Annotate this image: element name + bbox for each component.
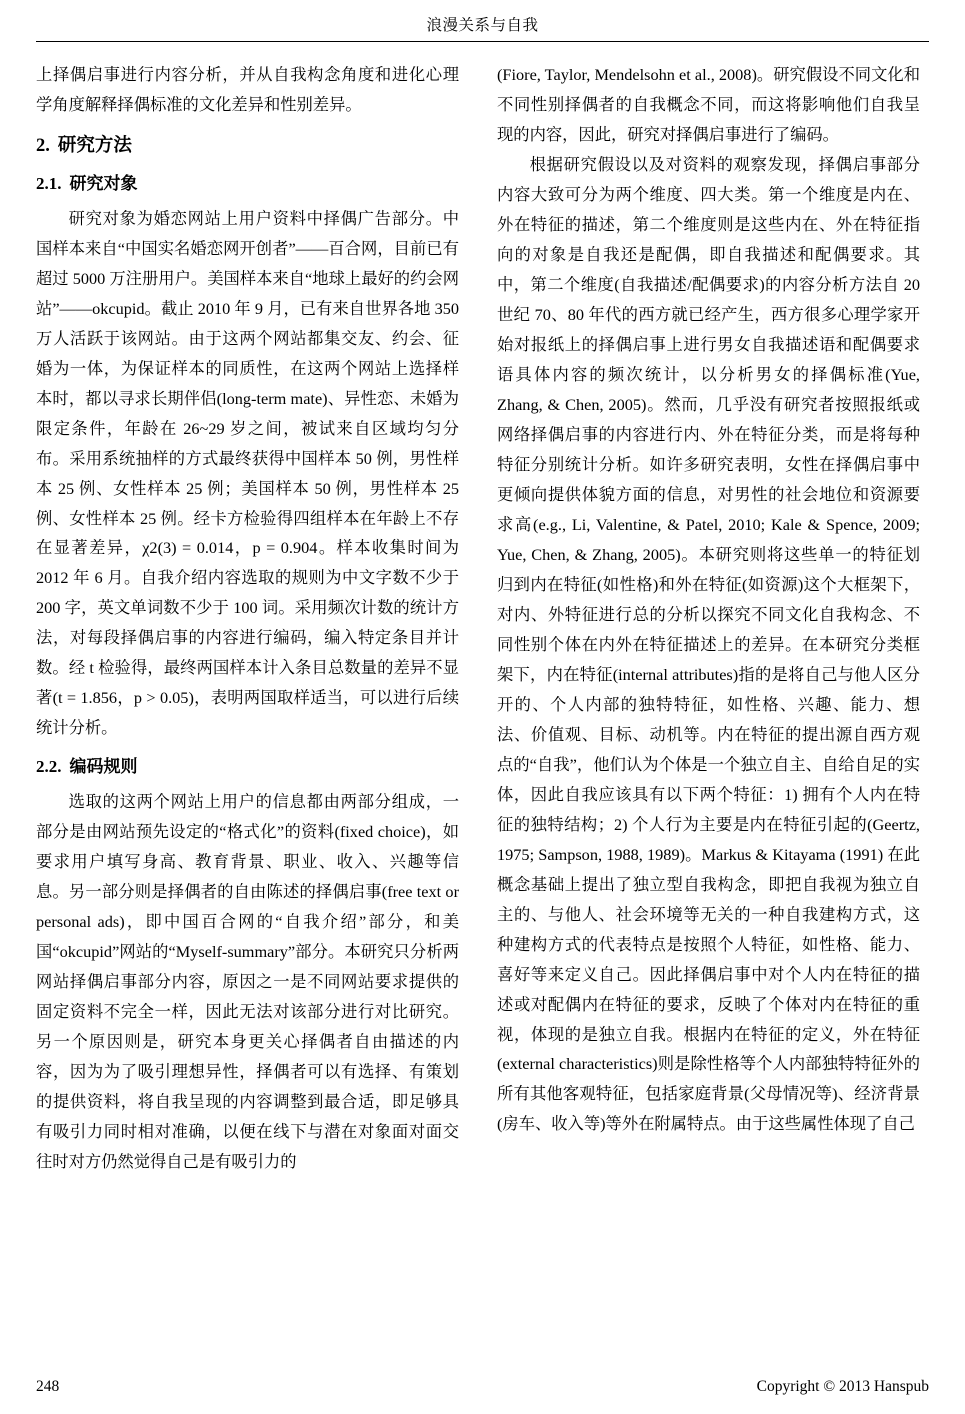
- page-number: 248: [36, 1378, 60, 1395]
- paragraph-right-2: 根据研究假设以及对资料的观察发现，择偶启事部分内容大致可分为两个维度、四大类。第一个维度是内在、外在特征的描述，第二个维度则是这些内在、外在特征指向的对象是自我还是配偶，即自我描述和配偶要求。其中，第二个维度(自我描述/配偶要求)的内容分析方法自 20 世纪 70、80 年代的西方就已经产生，西方很多心理学家开始对报纸上的择偶启事上进行男女自我描述语和配偶要求语具体内容的频次统计，以分析男女的择偶标准(Yue, Zhang, & Chen, 2005)。然而，几乎没有研究者按照报纸或网络择偶启事的内容进行内、外在特征分类，而是将每种特征分别统计分析。如许多研究表明，女性在择偶启事中更倾向提供体貌方面的信息，对男性的社会地位和资源要求高(e.g., Li, Valentine, & Patel, 2010; Kale & Spence, 2009; Yue, Chen, & Zhang, 2005)。本研究则将这些单一的特征划归到内在特征(如性格)和外在特征(如资源)这个大框架下，对内、外特征进行总的分析以探究不同文化自我构念、不同性别个体在内外在特征描述上的差异。在本研究分类框架下，内在特征(internal attributes)指的是将自己与他人区分开的、个人内部的独特特征，如性格、兴趣、能力、想法、价值观、目标、动机等。内在特征的提出源自西方观点的“自我”，他们认为个体是一个独立自主、自给自足的实体，因此自我应该具有以下两个特征：1) 拥有个人内在特征的独特结构；2) 个人行为主要是内在特征引起的(Geertz, 1975; Sampson, 1988, 1989)。Markus & Kitayama (1991) 在此概念基础上提出了独立型自我构念，即把自我视为独立自主的、与他人、社会环境等无关的一种自我建构方式，这种建构方式的代表特点是按照个人特征，如性格、能力、喜好等来定义自己。因此择偶启事中对个人内在特征的描述或对配偶内在特征的要求，反映了个体对内在特征的重视，体现的是独立自我。根据内在特征的定义，外在特征(external characteristics)则是除性格等个人内部独特特征外的所有其他客观特征，包括家庭背景(父母情况等)、经济背景(房车、收入等)等外在附属特点。由于这些属性体现了自己: [497, 154, 920, 1134]
- section-number: 2.: [36, 135, 50, 156]
- paragraph-2-2-1: 选取的这两个网站上用户的信息都由两部分组成，一部分是由网站预先设定的“格式化”的资料(fixed choice)，如要求用户填写身高、教育背景、职业、收入、兴趣等信息。另一部分则是择偶者的自由陈述的择偶启事(free text or personal ads)，即中国百合网的“自我介绍”部分，和美国“okcupid”网站的“Myself-summary”部分。本研究只分析两网站择偶启事部分内容，原因之一是不同网站要求提供的固定资料不完全一样，因此无法对该部分进行对比研究。另一个原因则是，研究本身更关心择偶者自由描述的内容，因为为了吸引理想异性，择偶者可以有选择、有策划的提供资料，将自我呈现的内容调整到最合适，即足够具有吸引力同时相对准确，以便在线下与潜在对象面对面交往时对方仍然觉得自己是有吸引力的: [36, 792, 459, 1171]
- header-divider: [36, 41, 929, 42]
- subsection-number: 2.2.: [36, 757, 62, 777]
- paragraph-continued: 上择偶启事进行内容分析，并从自我构念角度和进化心理学角度解释择偶标准的文化差异和性别差异。: [36, 65, 459, 114]
- section-heading-2: [36, 134, 459, 160]
- subsection-number: 2.1.: [36, 173, 62, 193]
- paragraph-right-1: (Fiore, Taylor, Mendelsohn et al., 2008)。研究假设不同文化和不同性别择偶者的自我概念不同，而这将影响他们自我呈现的内容，因此，研究对择偶启事进行了编码。: [497, 65, 920, 144]
- copyright-notice: Copyright © 2013 Hanspub: [756, 1378, 929, 1395]
- subsection-title: 编码规则: [69, 757, 138, 777]
- page-footer: [36, 1378, 929, 1396]
- right-column: [497, 60, 920, 1316]
- section-heading-2-1: [36, 172, 459, 196]
- two-column-body: [36, 60, 929, 1316]
- section-heading-2-2: [36, 755, 459, 779]
- section-title: 研究方法: [57, 135, 132, 156]
- left-column: [36, 60, 459, 1316]
- subsection-title: 研究对象: [69, 173, 138, 193]
- paragraph-2-1-1: 研究对象为婚恋网站上用户资料中择偶广告部分。中国样本来自“中国实名婚恋网开创者”——百合网，目前已有超过 5000 万注册用户。美国样本来自“地球上最好的约会网站”——okcupid。截止 2010 年 9 月，已有来自世界各地 350 万人活跃于该网站。由于这两个网站都集交友、约会、征婚为一体，为保证样本的同质性，在这两个网站上选择样本时，都以寻求长期伴侣(long-term mate)、异性恋、未婚为限定条件，年龄在 26~29 岁之间，被试来自区域均匀分布。采用系统抽样的方式最终获得中国样本 50 例，男性样本 25 例、女性样本 25 例；美国样本 50 例，男性样本 25 例、女性样本 25 例。经卡方检验得四组样本在年龄上不存在显著差异，χ2(3) = 0.014，p = 0.904。样本收集时间为 2012 年 6 月。自我介绍内容选取的规则为中文字数不少于 200 字，英文单词数不少于 100 词。采用频次计数的统计方法，对每段择偶启事的内容进行编码，编入特定条目并计数。经 t 检验得，最终两国样本计入条目总数量的差异不显著(t = 1.856，p > 0.05)，表明两国取样适当，可以进行后续统计分析。: [36, 208, 459, 738]
- running-head: 浪漫关系与自我: [426, 17, 539, 34]
